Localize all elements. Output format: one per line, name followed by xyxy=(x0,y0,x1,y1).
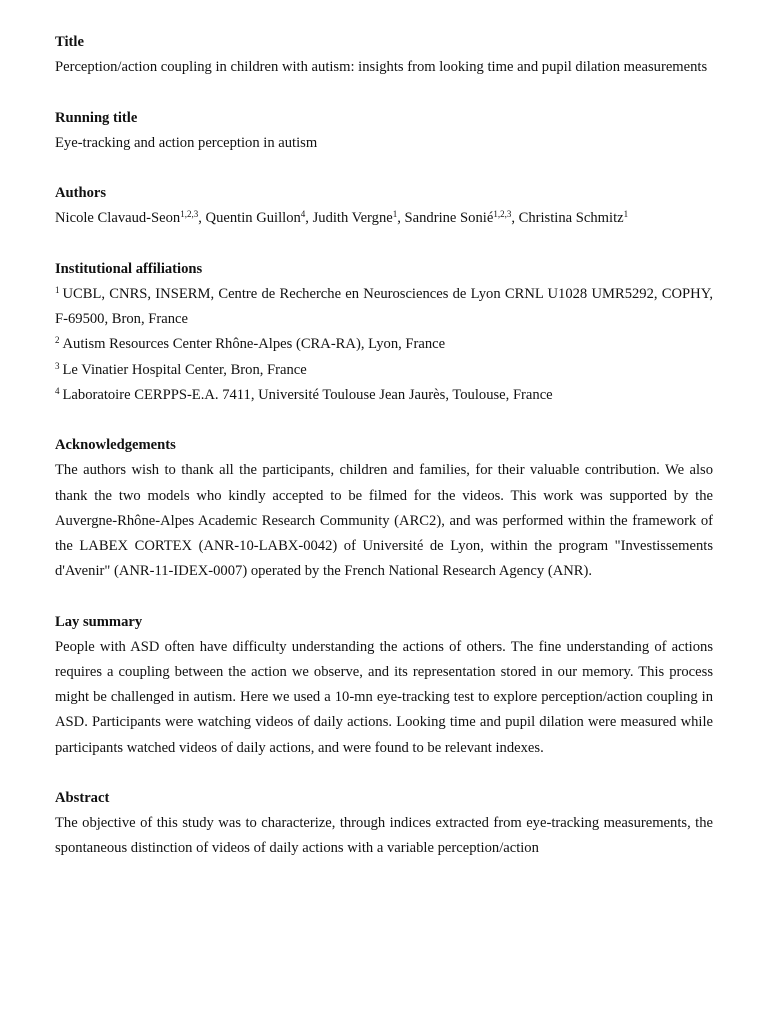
author-separator: , xyxy=(511,210,519,227)
affiliations-section xyxy=(55,257,713,408)
affiliation-text: UCBL, CNRS, INSERM, Centre de Recherche en Neurosciences de Lyon CRNL U1028 UMR5292, COPHY, F-69500, Bron, France xyxy=(55,285,713,328)
abstract-text: The objective of this study was to characterize, through indices extracted from eye-tracking measurements, the spontaneous distinction of videos of daily actions with a variable perception/action xyxy=(55,815,713,857)
author-separator: , xyxy=(198,210,206,227)
abstract-heading: Abstract xyxy=(55,790,110,806)
title-section xyxy=(55,30,713,80)
affiliation-number: 4 xyxy=(55,385,60,396)
author-name: Nicole Clavaud-Seon xyxy=(55,210,181,227)
acknowledgements-heading: Acknowledgements xyxy=(55,437,176,454)
author-name: Judith Vergne xyxy=(312,210,393,227)
author-separator: , xyxy=(397,210,405,227)
affiliation-text: Le Vinatier Hospital Center, Bron, France xyxy=(62,361,307,378)
author-affiliation-mark: 1 xyxy=(392,209,398,220)
affiliation-number: 3 xyxy=(55,360,60,371)
affiliation-number: 1 xyxy=(55,284,60,295)
affiliations-heading: Institutional affiliations xyxy=(55,260,203,277)
author-list xyxy=(55,206,713,231)
author-name: Sandrine Sonié xyxy=(404,210,494,227)
affiliation-text: Laboratoire CERPPS-E.A. 7411, Université Toulouse Jean Jaurès, Toulouse, France xyxy=(62,386,553,403)
abstract-section xyxy=(55,786,713,862)
authors-section xyxy=(55,181,713,231)
affiliation-item xyxy=(55,383,713,408)
lay-summary-section xyxy=(55,610,713,761)
author-affiliation-mark: 1,2,3 xyxy=(493,209,512,220)
author-affiliation-mark: 1 xyxy=(623,209,629,220)
author-affiliation-mark: 4 xyxy=(300,209,306,220)
running-title-text: Eye-tracking and action perception in autism xyxy=(55,134,318,151)
title-heading: Title xyxy=(55,34,84,50)
document-page xyxy=(55,30,713,887)
author-separator: , xyxy=(305,210,313,227)
acknowledgements-section xyxy=(55,433,713,584)
author-affiliation-mark: 1,2,3 xyxy=(180,209,199,220)
paper-title: Perception/action coupling in children with autism: insights from looking time and pupil dilation measurements xyxy=(55,59,708,76)
author-name: Quentin Guillon xyxy=(205,210,301,227)
affiliation-item xyxy=(55,332,713,357)
authors-heading: Authors xyxy=(55,185,107,202)
affiliation-item xyxy=(55,358,713,383)
running-title-section xyxy=(55,106,713,156)
acknowledgements-text: The authors wish to thank all the participants, children and families, for their valuable contribution. We also thank the two models who kindly accepted to be filmed for the videos. This work was supported by the Auvergne-Rhône-Alpes Academic Research Community (ARC2), and was performed within the framework of the LABEX CORTEX (ANR-10-LABX-0042) of Université de Lyon, within the program "Investissements d'Avenir" (ANR-11-IDEX-0007) operated by the French National Research Agency (ANR). xyxy=(55,462,713,580)
lay-summary-text: People with ASD often have difficulty understanding the actions of others. The fine understanding of actions requires a coupling between the action we observe, and its representation stored in our memory. This process might be challenged in autism. Here we used a 10-mn eye-tracking test to explore perception/action coupling in ASD. Participants were watching videos of daily actions. Looking time and pupil dilation were measured while participants watched videos of daily actions, and were found to be relevant indexes. xyxy=(55,638,713,756)
lay-summary-heading: Lay summary xyxy=(55,613,143,630)
running-title-heading: Running title xyxy=(55,109,138,126)
affiliation-item xyxy=(55,282,713,332)
author-name: Christina Schmitz xyxy=(518,210,624,227)
affiliation-number: 2 xyxy=(55,335,60,346)
affiliation-text: Autism Resources Center Rhône-Alpes (CRA-RA), Lyon, France xyxy=(62,336,446,353)
